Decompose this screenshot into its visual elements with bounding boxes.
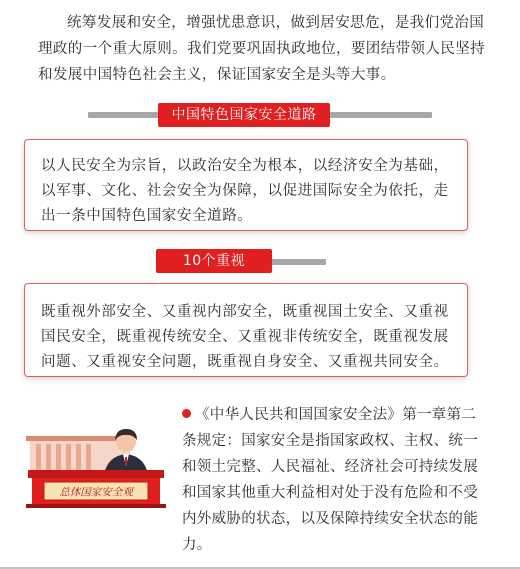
section2-card — [24, 283, 468, 377]
speaker-at-podium-illustration — [22, 412, 172, 510]
section1-divider-right — [328, 112, 432, 118]
podium-label: 总体国家安全观 — [59, 486, 133, 499]
law-text: 《中华人民共和国国家安全法》第一章第二条规定：国家安全是指国家政权、主权、统一和领土完整、人民福祉、经济社会可持续发展和国家其他重大利益相对处于没有危险和不受内外威胁的状态，以及保障持续安全状态的能力。 — [182, 407, 478, 553]
section1-card — [24, 139, 468, 231]
section1-body: 以人民安全为宗旨，以政治安全为根本，以经济安全为基础，以军事、文化、社会安全为保障，以促进国际安全为依托，走出一条中国特色国家安全道路。 — [41, 158, 449, 224]
section2-body: 既重视外部安全、又重视内部安全，既重视国土安全、又重视国民安全，既重视传统安全、又重视非传统安全，既重视发展问题、又重视安全问题，既重视自身安全、又重视共同安全。 — [41, 304, 449, 370]
section1-divider-left — [88, 112, 160, 118]
intro-paragraph: 统筹发展和安全，增强忧患意识，做到居安思危，是我们党治国理政的一个重大原则。我们党要巩固执政地位，要团结带领人民坚持和发展中国特色社会主义，保证国家安全是头等大事。 — [38, 15, 485, 83]
law-paragraph — [182, 402, 484, 558]
section2-banner: 10个重视 — [156, 249, 272, 273]
bullet-dot-icon — [182, 409, 191, 418]
section1-banner: 中国特色国家安全道路 — [158, 103, 330, 127]
